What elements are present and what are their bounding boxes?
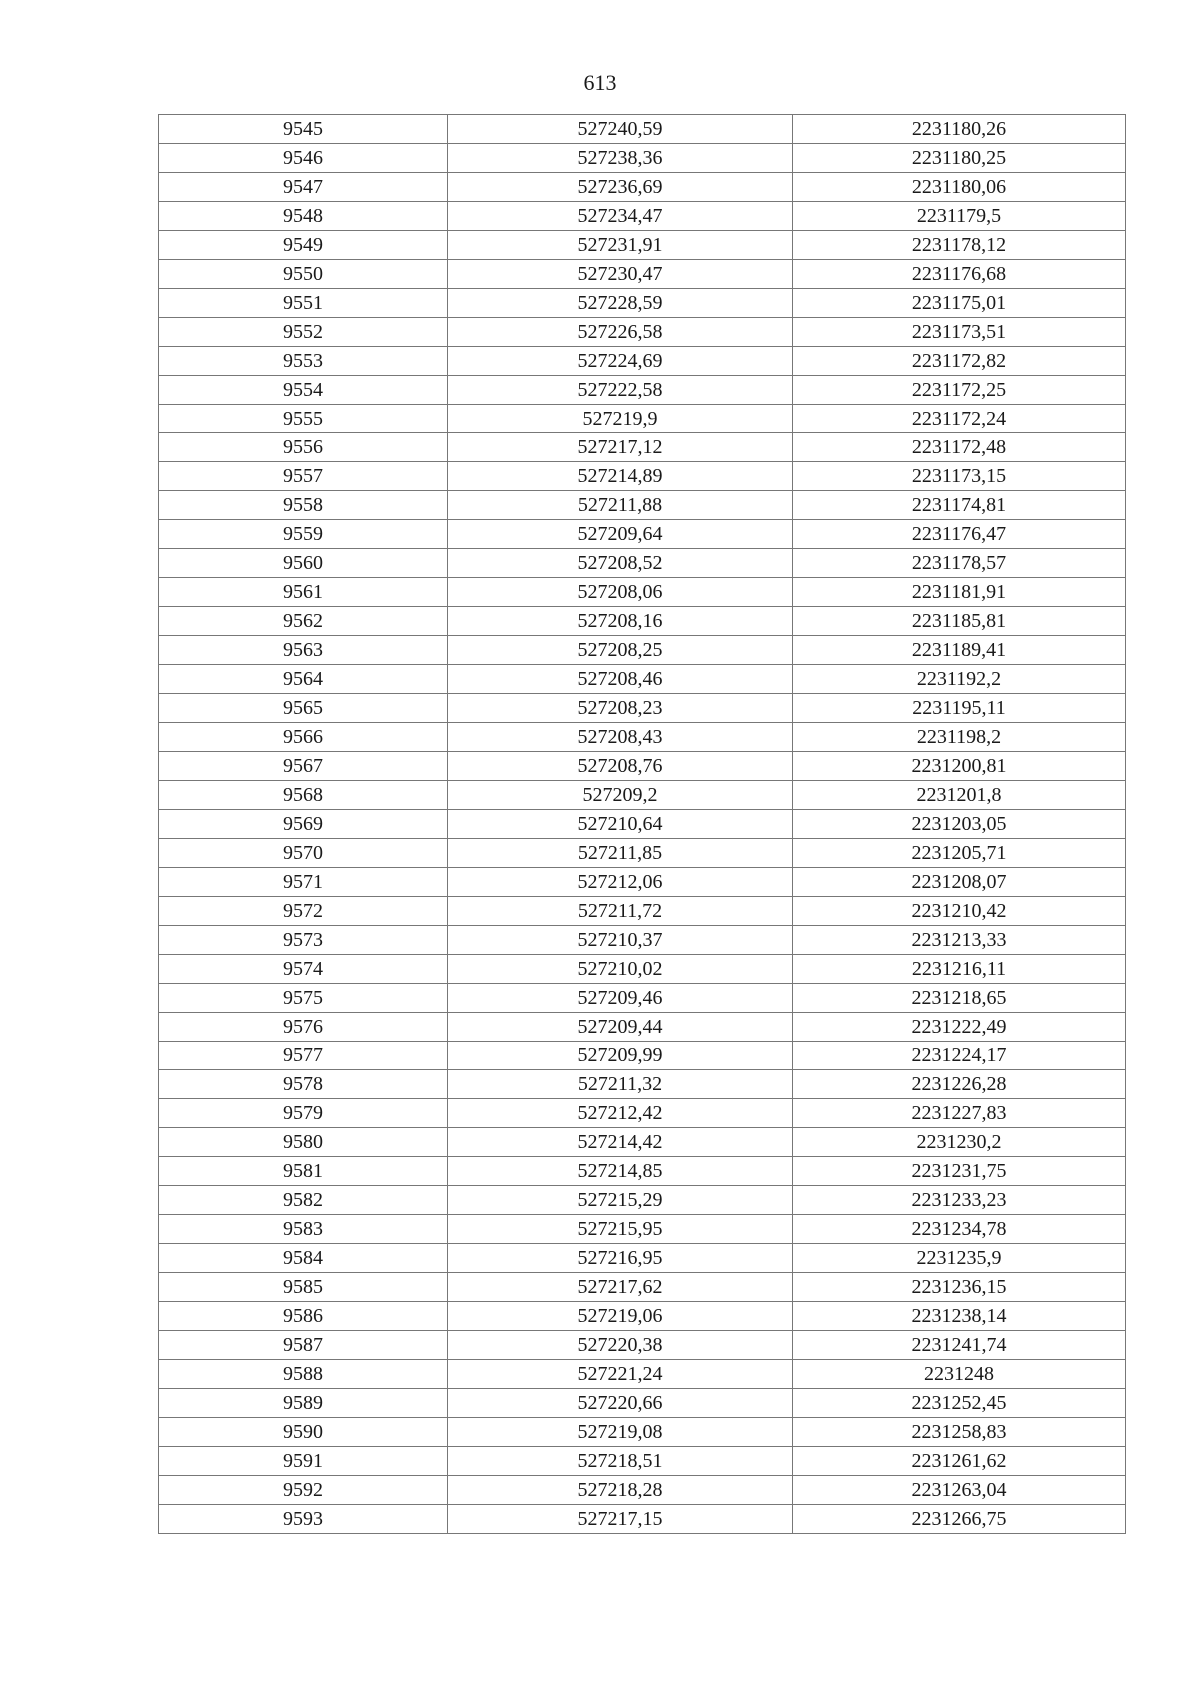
table-row: [159, 665, 1126, 694]
x-coordinate-cell: 527208,06: [448, 578, 793, 607]
table-row: [159, 954, 1126, 983]
x-coordinate-cell: 527209,64: [448, 520, 793, 549]
y-coordinate-cell: 2231241,74: [793, 1331, 1126, 1360]
x-coordinate-cell: 527217,12: [448, 433, 793, 462]
point-number-cell: 9569: [159, 809, 448, 838]
point-number-cell: 9586: [159, 1302, 448, 1331]
x-coordinate-cell: 527209,2: [448, 780, 793, 809]
x-coordinate-cell: 527230,47: [448, 259, 793, 288]
table-row: [159, 259, 1126, 288]
y-coordinate-cell: 2231176,47: [793, 520, 1126, 549]
table-row: [159, 1128, 1126, 1157]
y-coordinate-cell: 2231238,14: [793, 1302, 1126, 1331]
point-number-cell: 9577: [159, 1041, 448, 1070]
y-coordinate-cell: 2231180,06: [793, 172, 1126, 201]
table-row: [159, 838, 1126, 867]
y-coordinate-cell: 2231176,68: [793, 259, 1126, 288]
y-coordinate-cell: 2231218,65: [793, 983, 1126, 1012]
x-coordinate-cell: 527215,95: [448, 1215, 793, 1244]
x-coordinate-cell: 527238,36: [448, 143, 793, 172]
y-coordinate-cell: 2231235,9: [793, 1244, 1126, 1273]
table-row: [159, 723, 1126, 752]
point-number-cell: 9561: [159, 578, 448, 607]
point-number-cell: 9562: [159, 607, 448, 636]
table-row: [159, 1215, 1126, 1244]
table-row: [159, 1331, 1126, 1360]
point-number-cell: 9576: [159, 1012, 448, 1041]
y-coordinate-cell: 2231192,2: [793, 665, 1126, 694]
point-number-cell: 9580: [159, 1128, 448, 1157]
point-number-cell: 9589: [159, 1388, 448, 1417]
point-number-cell: 9550: [159, 259, 448, 288]
table-row: [159, 1244, 1126, 1273]
y-coordinate-cell: 2231173,51: [793, 317, 1126, 346]
x-coordinate-cell: 527208,43: [448, 723, 793, 752]
y-coordinate-cell: 2231236,15: [793, 1273, 1126, 1302]
table-row: [159, 1475, 1126, 1504]
y-coordinate-cell: 2231205,71: [793, 838, 1126, 867]
point-number-cell: 9582: [159, 1186, 448, 1215]
y-coordinate-cell: 2231227,83: [793, 1099, 1126, 1128]
y-coordinate-cell: 2231258,83: [793, 1417, 1126, 1446]
point-number-cell: 9583: [159, 1215, 448, 1244]
point-number-cell: 9558: [159, 491, 448, 520]
table-row: [159, 346, 1126, 375]
point-number-cell: 9564: [159, 665, 448, 694]
x-coordinate-cell: 527231,91: [448, 230, 793, 259]
x-coordinate-cell: 527217,15: [448, 1504, 793, 1533]
table-row: [159, 1157, 1126, 1186]
table-row: [159, 925, 1126, 954]
y-coordinate-cell: 2231179,5: [793, 201, 1126, 230]
table-row: [159, 983, 1126, 1012]
coordinates-table-body: [159, 115, 1126, 1534]
point-number-cell: 9575: [159, 983, 448, 1012]
point-number-cell: 9590: [159, 1417, 448, 1446]
table-row: [159, 809, 1126, 838]
point-number-cell: 9559: [159, 520, 448, 549]
table-row: [159, 578, 1126, 607]
table-row: [159, 1504, 1126, 1533]
coordinates-table: [158, 114, 1126, 1534]
x-coordinate-cell: 527219,9: [448, 404, 793, 433]
point-number-cell: 9552: [159, 317, 448, 346]
point-number-cell: 9570: [159, 838, 448, 867]
point-number-cell: 9593: [159, 1504, 448, 1533]
y-coordinate-cell: 2231175,01: [793, 288, 1126, 317]
table-row: [159, 1446, 1126, 1475]
x-coordinate-cell: 527208,52: [448, 549, 793, 578]
point-number-cell: 9578: [159, 1070, 448, 1099]
x-coordinate-cell: 527236,69: [448, 172, 793, 201]
y-coordinate-cell: 2231230,2: [793, 1128, 1126, 1157]
x-coordinate-cell: 527217,62: [448, 1273, 793, 1302]
table-row: [159, 896, 1126, 925]
y-coordinate-cell: 2231201,8: [793, 780, 1126, 809]
point-number-cell: 9592: [159, 1475, 448, 1504]
table-row: [159, 172, 1126, 201]
table-row: [159, 115, 1126, 144]
point-number-cell: 9585: [159, 1273, 448, 1302]
x-coordinate-cell: 527214,42: [448, 1128, 793, 1157]
y-coordinate-cell: 2231203,05: [793, 809, 1126, 838]
x-coordinate-cell: 527214,89: [448, 462, 793, 491]
table-row: [159, 375, 1126, 404]
y-coordinate-cell: 2231180,25: [793, 143, 1126, 172]
x-coordinate-cell: 527228,59: [448, 288, 793, 317]
x-coordinate-cell: 527211,88: [448, 491, 793, 520]
table-row: [159, 1099, 1126, 1128]
point-number-cell: 9572: [159, 896, 448, 925]
y-coordinate-cell: 2231200,81: [793, 751, 1126, 780]
point-number-cell: 9566: [159, 723, 448, 752]
y-coordinate-cell: 2231266,75: [793, 1504, 1126, 1533]
y-coordinate-cell: 2231216,11: [793, 954, 1126, 983]
x-coordinate-cell: 527219,08: [448, 1417, 793, 1446]
table-row: [159, 1359, 1126, 1388]
table-row: [159, 433, 1126, 462]
y-coordinate-cell: 2231172,82: [793, 346, 1126, 375]
point-number-cell: 9581: [159, 1157, 448, 1186]
table-row: [159, 201, 1126, 230]
x-coordinate-cell: 527219,06: [448, 1302, 793, 1331]
x-coordinate-cell: 527209,44: [448, 1012, 793, 1041]
x-coordinate-cell: 527212,06: [448, 867, 793, 896]
y-coordinate-cell: 2231213,33: [793, 925, 1126, 954]
point-number-cell: 9574: [159, 954, 448, 983]
x-coordinate-cell: 527218,28: [448, 1475, 793, 1504]
point-number-cell: 9584: [159, 1244, 448, 1273]
x-coordinate-cell: 527221,24: [448, 1359, 793, 1388]
x-coordinate-cell: 527208,76: [448, 751, 793, 780]
table-row: [159, 462, 1126, 491]
x-coordinate-cell: 527210,37: [448, 925, 793, 954]
table-row: [159, 1273, 1126, 1302]
point-number-cell: 9579: [159, 1099, 448, 1128]
table-row: [159, 143, 1126, 172]
x-coordinate-cell: 527220,38: [448, 1331, 793, 1360]
y-coordinate-cell: 2231234,78: [793, 1215, 1126, 1244]
point-number-cell: 9573: [159, 925, 448, 954]
y-coordinate-cell: 2231195,11: [793, 694, 1126, 723]
point-number-cell: 9568: [159, 780, 448, 809]
y-coordinate-cell: 2231172,25: [793, 375, 1126, 404]
x-coordinate-cell: 527214,85: [448, 1157, 793, 1186]
point-number-cell: 9547: [159, 172, 448, 201]
page-number: 613: [583, 70, 617, 95]
x-coordinate-cell: 527209,99: [448, 1041, 793, 1070]
y-coordinate-cell: 2231172,24: [793, 404, 1126, 433]
y-coordinate-cell: 2231224,17: [793, 1041, 1126, 1070]
y-coordinate-cell: 2231178,12: [793, 230, 1126, 259]
point-number-cell: 9554: [159, 375, 448, 404]
point-number-cell: 9556: [159, 433, 448, 462]
point-number-cell: 9546: [159, 143, 448, 172]
point-number-cell: 9548: [159, 201, 448, 230]
table-row: [159, 780, 1126, 809]
y-coordinate-cell: 2231180,26: [793, 115, 1126, 144]
point-number-cell: 9555: [159, 404, 448, 433]
table-row: [159, 520, 1126, 549]
y-coordinate-cell: 2231252,45: [793, 1388, 1126, 1417]
y-coordinate-cell: 2231208,07: [793, 867, 1126, 896]
x-coordinate-cell: 527218,51: [448, 1446, 793, 1475]
table-row: [159, 404, 1126, 433]
table-row: [159, 1070, 1126, 1099]
point-number-cell: 9571: [159, 867, 448, 896]
table-row: [159, 1417, 1126, 1446]
y-coordinate-cell: 2231263,04: [793, 1475, 1126, 1504]
point-number-cell: 9557: [159, 462, 448, 491]
y-coordinate-cell: 2231231,75: [793, 1157, 1126, 1186]
x-coordinate-cell: 527234,47: [448, 201, 793, 230]
x-coordinate-cell: 527210,64: [448, 809, 793, 838]
x-coordinate-cell: 527226,58: [448, 317, 793, 346]
point-number-cell: 9563: [159, 636, 448, 665]
y-coordinate-cell: 2231226,28: [793, 1070, 1126, 1099]
table-row: [159, 1012, 1126, 1041]
table-row: [159, 549, 1126, 578]
point-number-cell: 9587: [159, 1331, 448, 1360]
table-row: [159, 1041, 1126, 1070]
table-row: [159, 1388, 1126, 1417]
y-coordinate-cell: 2231174,81: [793, 491, 1126, 520]
point-number-cell: 9567: [159, 751, 448, 780]
y-coordinate-cell: 2231172,48: [793, 433, 1126, 462]
table-row: [159, 491, 1126, 520]
point-number-cell: 9551: [159, 288, 448, 317]
table-row: [159, 867, 1126, 896]
point-number-cell: 9545: [159, 115, 448, 144]
x-coordinate-cell: 527208,23: [448, 694, 793, 723]
x-coordinate-cell: 527220,66: [448, 1388, 793, 1417]
point-number-cell: 9553: [159, 346, 448, 375]
table-row: [159, 636, 1126, 665]
x-coordinate-cell: 527208,46: [448, 665, 793, 694]
table-row: [159, 607, 1126, 636]
x-coordinate-cell: 527209,46: [448, 983, 793, 1012]
y-coordinate-cell: 2231248: [793, 1359, 1126, 1388]
x-coordinate-cell: 527208,16: [448, 607, 793, 636]
y-coordinate-cell: 2231185,81: [793, 607, 1126, 636]
y-coordinate-cell: 2231173,15: [793, 462, 1126, 491]
y-coordinate-cell: 2231178,57: [793, 549, 1126, 578]
point-number-cell: 9591: [159, 1446, 448, 1475]
table-row: [159, 751, 1126, 780]
x-coordinate-cell: 527210,02: [448, 954, 793, 983]
x-coordinate-cell: 527208,25: [448, 636, 793, 665]
table-row: [159, 1302, 1126, 1331]
x-coordinate-cell: 527212,42: [448, 1099, 793, 1128]
x-coordinate-cell: 527216,95: [448, 1244, 793, 1273]
x-coordinate-cell: 527224,69: [448, 346, 793, 375]
x-coordinate-cell: 527222,58: [448, 375, 793, 404]
x-coordinate-cell: 527211,32: [448, 1070, 793, 1099]
table-row: [159, 288, 1126, 317]
y-coordinate-cell: 2231198,2: [793, 723, 1126, 752]
y-coordinate-cell: 2231261,62: [793, 1446, 1126, 1475]
table-row: [159, 694, 1126, 723]
x-coordinate-cell: 527215,29: [448, 1186, 793, 1215]
table-row: [159, 1186, 1126, 1215]
y-coordinate-cell: 2231181,91: [793, 578, 1126, 607]
x-coordinate-cell: 527211,72: [448, 896, 793, 925]
y-coordinate-cell: 2231233,23: [793, 1186, 1126, 1215]
y-coordinate-cell: 2231222,49: [793, 1012, 1126, 1041]
table-row: [159, 317, 1126, 346]
point-number-cell: 9560: [159, 549, 448, 578]
point-number-cell: 9549: [159, 230, 448, 259]
y-coordinate-cell: 2231189,41: [793, 636, 1126, 665]
x-coordinate-cell: 527240,59: [448, 115, 793, 144]
point-number-cell: 9588: [159, 1359, 448, 1388]
y-coordinate-cell: 2231210,42: [793, 896, 1126, 925]
point-number-cell: 9565: [159, 694, 448, 723]
x-coordinate-cell: 527211,85: [448, 838, 793, 867]
table-row: [159, 230, 1126, 259]
